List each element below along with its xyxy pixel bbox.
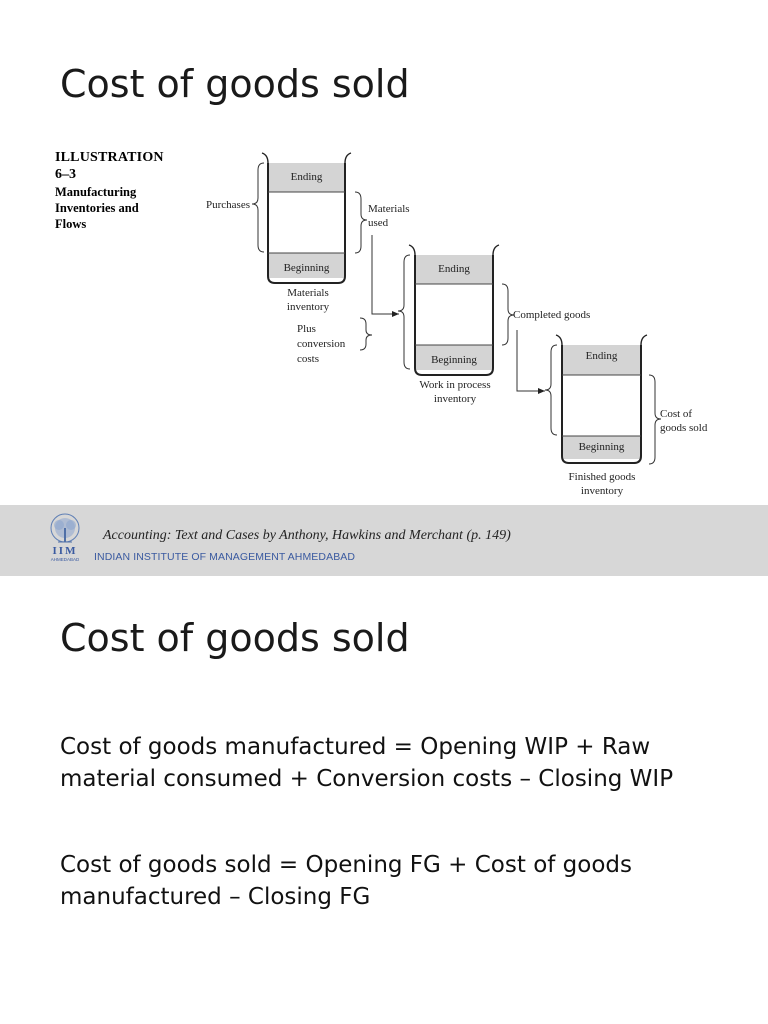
fg-caption-line1: Finished goods (568, 471, 636, 483)
wip-caption-line2: inventory (433, 393, 477, 405)
wip-input-brace (398, 255, 410, 369)
materials-caption-line1: Materials (287, 287, 329, 299)
purchases-label: Purchases (206, 199, 250, 211)
slide-2 (0, 578, 768, 1024)
logo-subtext: AHMEDABAD (50, 557, 80, 562)
purchases-brace (252, 163, 264, 252)
fg-input-brace (545, 345, 557, 435)
inventory-flow-diagram (0, 0, 768, 505)
citation-text: Accounting: Text and Cases by Anthony, Hawkins and Merchant (p. 149) (103, 528, 511, 543)
institute-name: INDIAN INSTITUTE OF MANAGEMENT AHMEDABAD (94, 551, 356, 563)
illustration-description: Manufacturing Inventories and Flows (55, 185, 139, 231)
conversion-line1: Plus (297, 323, 316, 335)
cogm-formula: Cost of goods manufactured = Opening WIP + Raw material consumed + Conversion costs – Closing WIP (60, 734, 674, 792)
wip-ending-label: Ending (438, 263, 470, 275)
cogs-line1: Cost of (660, 408, 693, 420)
wip-caption-line1: Work in process (419, 379, 491, 391)
slide-title: Cost of goods sold (60, 62, 410, 106)
completed-goods-label: Completed goods (513, 309, 591, 321)
conversion-line3: costs (297, 353, 319, 365)
materials-used-line1: Materials (368, 203, 410, 215)
materials-used-brace (355, 192, 367, 253)
materials-used-line2: used (368, 217, 389, 229)
conversion-costs-brace (360, 318, 372, 350)
connector-wip-to-fg (517, 330, 545, 391)
materials-inventory-tank (262, 153, 351, 313)
tree-logo-icon (40, 512, 90, 562)
wip-beginning-label: Beginning (431, 354, 477, 366)
connector-materials-to-wip (372, 235, 399, 314)
materials-ending-label: Ending (290, 171, 323, 183)
materials-beginning-label: Beginning (283, 262, 330, 274)
logo-text: IIM (52, 545, 78, 557)
fg-beginning-label: Beginning (578, 441, 625, 453)
fg-caption-line2: inventory (580, 485, 624, 497)
work-in-process-tank (409, 245, 499, 405)
finished-goods-tank (556, 335, 647, 497)
cogs-formula: Cost of goods sold = Opening FG + Cost of goods manufactured – Closing FG (60, 852, 633, 910)
cogs-line2: goods sold (660, 422, 708, 434)
slide-title: Cost of goods sold (60, 616, 410, 660)
illustration-label: ILLUSTRATION (55, 150, 164, 165)
conversion-line2: conversion (297, 338, 346, 350)
illustration-number: 6–3 (55, 167, 76, 182)
materials-caption-line2: inventory (286, 301, 330, 313)
fg-ending-label: Ending (585, 350, 618, 362)
